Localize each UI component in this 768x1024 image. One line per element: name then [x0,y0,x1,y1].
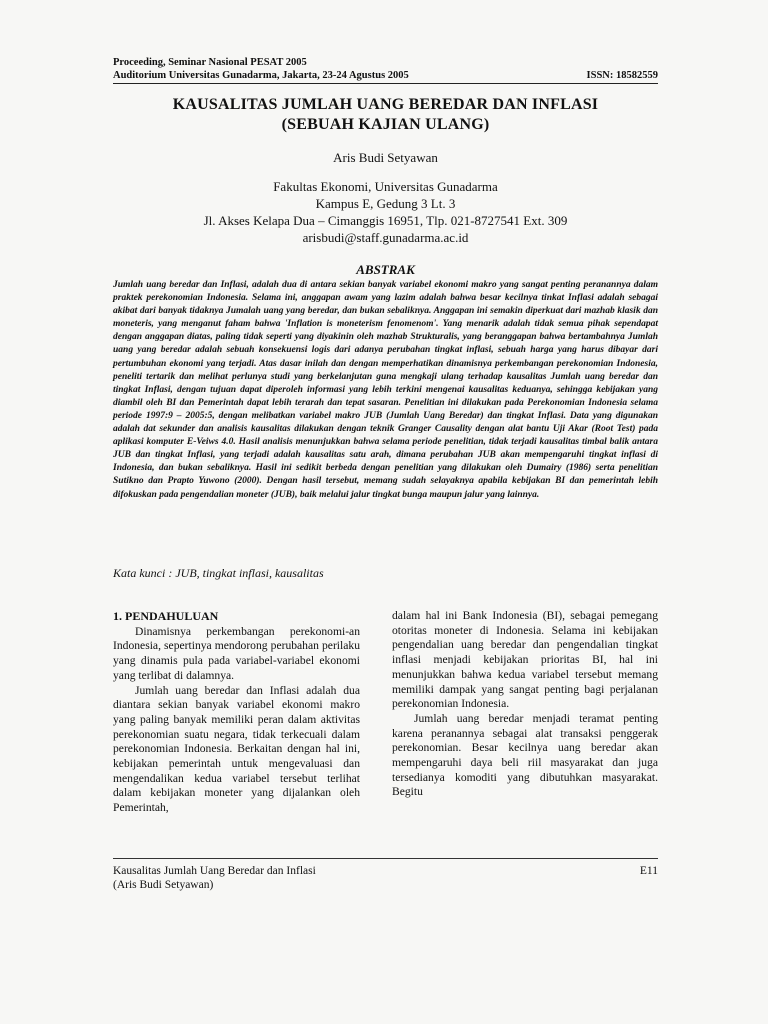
paper-title [113,95,658,135]
left-paragraph-2: Jumlah uang beredar dan Inflasi adalah dua diantara sekian banyak variabel ekonomi makro yang paling banyak memiliki peran dalam aktivitas perekonomian suatu negara, tidak terkecuali dalam perekonomian Indonesia. Berkaitan dengan hal ini, kebijakan pemerintah untuk mengevaluasi dan mengendalikan kedua variabel tersebut terlihat dalam kebijakan moneter yang dijalankan oleh Pemerintah, [113,683,360,815]
right-column [392,609,658,800]
affiliation-email: arisbudi@staff.gunadarma.ac.id [302,230,469,245]
left-paragraph-1: Dinamisnya perkembangan perekonomi-an Indonesia, sepertinya mendorong perubahan perilaku yang dinamis pula pada variabel-variabel ekonomi yang terlibat di dalamnya. [113,624,360,682]
venue-text: Auditorium Universitas Gunadarma, Jakarta, 23-24 Agustus 2005 [113,70,409,81]
left-column [113,609,360,816]
venue-header-row [113,69,658,82]
page-number: E11 [639,865,658,877]
affiliation-faculty: Fakultas Ekonomi, Universitas Gunadarma [273,179,498,194]
right-paragraph-1: dalam hal ini Bank Indonesia (BI), sebagai pemegang otoritas moneter di Indonesia. Selama ini kebijakan pengendalian uang beredar dan pengendalian tingkat inflasi menjadi kebijakan prioritas BI, hal ini menunjukkan bahwa kedua variabel tersebut memang memiliki dampak yang sangat penting bagi perjalanan perekonomian Indonesia. [392,609,658,711]
affiliation-block [113,178,658,246]
header-rule [113,83,658,84]
proceeding-header: Proceeding, Seminar Nasional PESAT 2005 [113,57,307,68]
abstract-text: Jumlah uang beredar dan Inflasi, adalah dua di antara sekian banyak variabel ekonomi makro yang sangat penting peranannya dalam praktek perekonomian Indonesia. Selama ini, anggapan awam yang lazim adalah bahwa besar kecilnya tinkat Inflasi adalah sebagai akibat dari banyak tidaknya Jumalah uang yang beredar, dan bukan sebaliknya. Anggapan ini semakin diperkuat dari mazhab klasik dan moneteris, yang menganut faham bahwa 'Inflation is moneterism fenomenom'. Yang menarik adalah tidak semua pihak sependapat dengan anggapan diatas, paling tidak seperti yang diyakinin oleh mazhab Strukturalis, yang beranggapan bahwa bertambahnya Jumlah uang yang beredar adalah sebuah konsekuensi logis dari adanya perubahan tingkat inflasi, sebuah harga yang harus dibayar dari pertumbuhan ekonomi yang terjadi. Atas dasar inilah dan dengan memperhatikan dinamisnya perkembangan perekonomian Indonesia, peneliti tertarik dan melihat perlunya studi yang berkelanjutan guna mengkaji ulang terhadap kausalitas Jumlah uang beredar dan tingkat Inflasi, dengan tujuan dapat diperoleh informasi yang lebih terkini mengenai kausalitas keduanya, sehingga kebijakan yang diambil oleh BI dan Pemerintah dapat lebih terarah dan tepat sasaran. Penelitian ini dilakukan pada Perekonomian Indonesia selama periode 1997:9 – 2005:5, dengan melibatkan variabel makro JUB (Jumlah Uang Beredar) dan tingkat Inflasi. Data yang digunakan adalah dat sekunder dan analisis kausalitas dilakukan dengan teknik Granger Causality dengan alat bantu Uji Akar (Root Test) pada aplikasi komputer E-Veiws 4.0. Hasil analisis menunjukkan bahwa selama periode penelitian, tidak terjadi kausalitas timbal balik antara JUB dan tingkat Inflasi, yang terjadi adalah kausalitas satu arah, dimana perubahan JUB akan mempengaruhi tingkat inflasi di Indonesia, dan bukan sebaliknya. Hasil ini sedikit berbeda dengan penelitian yang dilakukan oleh Dumairy (1986) serta penelitian Sutikno dan Prapto Yuwono (2000). Dengan hasil tersebut, memang sudah selayaknya apabila kebijakan BI dan pemerintah lebih difokuskan pada pengendalian moneter (JUB), baik melalui jalur tingkat bunga maupun jalur yang lainnya. [113,280,658,500]
title-line-1: KAUSALITAS JUMLAH UANG BEREDAR DAN INFLASI [172,96,599,113]
keywords: Kata kunci : JUB, tingkat inflasi, kausalitas [113,566,324,580]
footer-author: (Aris Budi Setyawan) [113,879,214,891]
affiliation-address: Jl. Akses Kelapa Dua – Cimanggis 16951, Tlp. 021-8727541 Ext. 309 [203,213,568,228]
issn-text: ISSN: 18582559 [586,70,658,81]
affiliation-campus: Kampus E, Gedung 3 Lt. 3 [315,196,456,211]
author-name: Aris Budi Setyawan [333,150,438,165]
footer [113,864,658,892]
footer-title: Kausalitas Jumlah Uang Beredar dan Inflasi [113,865,316,877]
abstract-heading: ABSTRAK [356,262,415,277]
title-line-2: (SEBUAH KAJIAN ULANG) [281,116,490,133]
right-paragraph-2: Jumlah uang beredar menjadi teramat penting karena peranannya sebagai alat transaksi penggerak perekonomian. Besar kecilnya uang beredar akan mempengaruhi daya beli riil masyarakat dan juga tersedianya komoditi yang dibutuhkan masyarakat. Begitu [392,711,658,799]
section-heading: 1. PENDAHULUAN [113,609,219,623]
footer-rule [113,858,658,859]
